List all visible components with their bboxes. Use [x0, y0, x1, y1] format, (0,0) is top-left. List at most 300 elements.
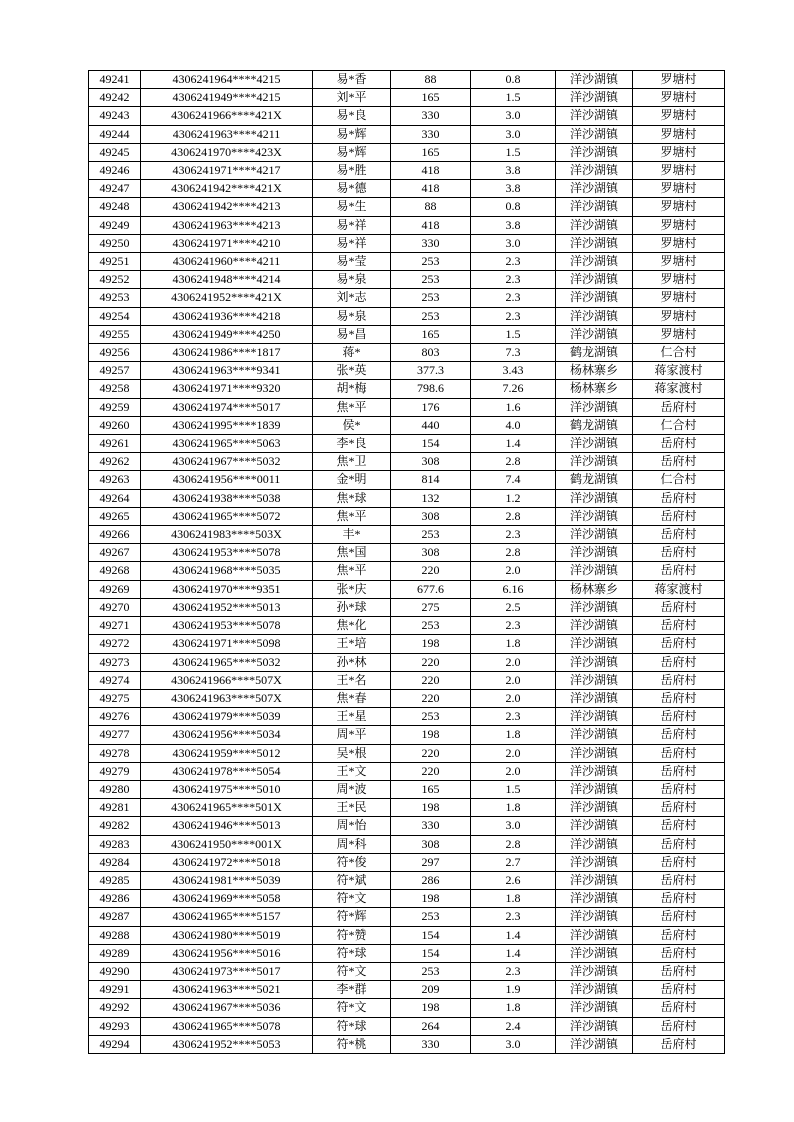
cell-id: 4306241971****4217 — [141, 162, 313, 180]
table-row — [89, 762, 725, 780]
cell-town: 杨林寨乡 — [556, 580, 633, 598]
cell-name: 张*庆 — [313, 580, 391, 598]
cell-area: 3.0 — [471, 125, 556, 143]
table-row — [89, 562, 725, 580]
cell-id: 4306241978****5054 — [141, 762, 313, 780]
cell-id: 4306241952****5013 — [141, 598, 313, 616]
cell-village: 岳府村 — [633, 453, 725, 471]
cell-seq: 49246 — [89, 162, 141, 180]
cell-id: 4306241972****5018 — [141, 853, 313, 871]
cell-village: 岳府村 — [633, 890, 725, 908]
cell-town: 洋沙湖镇 — [556, 435, 633, 453]
table-row — [89, 780, 725, 798]
table-row — [89, 908, 725, 926]
cell-seq: 49276 — [89, 708, 141, 726]
cell-seq: 49267 — [89, 544, 141, 562]
cell-name: 焦*国 — [313, 544, 391, 562]
cell-name: 焦*球 — [313, 489, 391, 507]
cell-id: 4306241967****5036 — [141, 999, 313, 1017]
cell-village: 罗塘村 — [633, 198, 725, 216]
cell-name: 王*民 — [313, 799, 391, 817]
cell-town: 洋沙湖镇 — [556, 307, 633, 325]
cell-id: 4306241953****5078 — [141, 617, 313, 635]
cell-seq: 49272 — [89, 635, 141, 653]
cell-seq: 49280 — [89, 780, 141, 798]
cell-amount: 198 — [391, 799, 471, 817]
cell-name: 焦*平 — [313, 398, 391, 416]
table-row — [89, 1017, 725, 1035]
cell-name: 易*辉 — [313, 143, 391, 161]
cell-id: 4306241973****5017 — [141, 962, 313, 980]
cell-area: 2.8 — [471, 835, 556, 853]
cell-name: 王*星 — [313, 708, 391, 726]
cell-town: 洋沙湖镇 — [556, 853, 633, 871]
cell-area: 2.3 — [471, 526, 556, 544]
cell-amount: 165 — [391, 325, 471, 343]
cell-area: 3.0 — [471, 234, 556, 252]
cell-town: 洋沙湖镇 — [556, 453, 633, 471]
cell-village: 岳府村 — [633, 489, 725, 507]
cell-town: 洋沙湖镇 — [556, 398, 633, 416]
cell-id: 4306241942****421X — [141, 180, 313, 198]
cell-area: 2.0 — [471, 653, 556, 671]
cell-town: 洋沙湖镇 — [556, 762, 633, 780]
cell-id: 4306241942****4213 — [141, 198, 313, 216]
cell-id: 4306241970****423X — [141, 143, 313, 161]
cell-area: 2.6 — [471, 871, 556, 889]
cell-village: 岳府村 — [633, 908, 725, 926]
cell-id: 4306241938****5038 — [141, 489, 313, 507]
cell-area: 3.8 — [471, 180, 556, 198]
cell-town: 鹤龙湖镇 — [556, 471, 633, 489]
cell-town: 洋沙湖镇 — [556, 234, 633, 252]
cell-name: 符*斌 — [313, 871, 391, 889]
cell-id: 4306241959****5012 — [141, 744, 313, 762]
cell-area: 2.3 — [471, 253, 556, 271]
cell-name: 易*祥 — [313, 234, 391, 252]
cell-amount: 253 — [391, 908, 471, 926]
table-row — [89, 253, 725, 271]
cell-area: 1.5 — [471, 325, 556, 343]
cell-town: 洋沙湖镇 — [556, 890, 633, 908]
cell-seq: 49248 — [89, 198, 141, 216]
cell-area: 2.3 — [471, 908, 556, 926]
cell-seq: 49264 — [89, 489, 141, 507]
table-row — [89, 289, 725, 307]
cell-name: 刘*志 — [313, 289, 391, 307]
cell-seq: 49252 — [89, 271, 141, 289]
cell-name: 符*赞 — [313, 926, 391, 944]
cell-town: 洋沙湖镇 — [556, 908, 633, 926]
cell-seq: 49285 — [89, 871, 141, 889]
cell-area: 1.8 — [471, 726, 556, 744]
cell-town: 洋沙湖镇 — [556, 708, 633, 726]
cell-area: 1.9 — [471, 981, 556, 999]
table-row — [89, 598, 725, 616]
table-row — [89, 653, 725, 671]
cell-name: 吴*根 — [313, 744, 391, 762]
cell-id: 4306241963****4211 — [141, 125, 313, 143]
cell-area: 2.8 — [471, 544, 556, 562]
cell-name: 蒋* — [313, 344, 391, 362]
cell-amount: 330 — [391, 817, 471, 835]
cell-village: 岳府村 — [633, 817, 725, 835]
cell-town: 鹤龙湖镇 — [556, 344, 633, 362]
cell-town: 洋沙湖镇 — [556, 635, 633, 653]
cell-area: 3.0 — [471, 107, 556, 125]
cell-village: 岳府村 — [633, 1017, 725, 1035]
cell-village: 岳府村 — [633, 562, 725, 580]
cell-amount: 253 — [391, 307, 471, 325]
cell-name: 易*良 — [313, 107, 391, 125]
cell-area: 6.16 — [471, 580, 556, 598]
cell-village: 罗塘村 — [633, 125, 725, 143]
cell-name: 张*英 — [313, 362, 391, 380]
cell-area: 4.0 — [471, 416, 556, 434]
cell-area: 3.8 — [471, 162, 556, 180]
cell-town: 杨林寨乡 — [556, 380, 633, 398]
cell-village: 罗塘村 — [633, 107, 725, 125]
cell-seq: 49262 — [89, 453, 141, 471]
cell-amount: 798.6 — [391, 380, 471, 398]
cell-village: 罗塘村 — [633, 71, 725, 89]
cell-id: 4306241965****5157 — [141, 908, 313, 926]
cell-id: 4306241975****5010 — [141, 780, 313, 798]
cell-village: 岳府村 — [633, 962, 725, 980]
cell-id: 4306241963****5021 — [141, 981, 313, 999]
cell-seq: 49277 — [89, 726, 141, 744]
cell-town: 洋沙湖镇 — [556, 744, 633, 762]
cell-id: 4306241971****9320 — [141, 380, 313, 398]
cell-seq: 49244 — [89, 125, 141, 143]
cell-name: 周*科 — [313, 835, 391, 853]
cell-id: 4306241983****503X — [141, 526, 313, 544]
cell-village: 仁合村 — [633, 471, 725, 489]
cell-area: 1.8 — [471, 890, 556, 908]
cell-town: 洋沙湖镇 — [556, 253, 633, 271]
table-row — [89, 744, 725, 762]
cell-area: 2.5 — [471, 598, 556, 616]
table-row — [89, 526, 725, 544]
cell-seq: 49279 — [89, 762, 141, 780]
cell-amount: 220 — [391, 762, 471, 780]
cell-amount: 814 — [391, 471, 471, 489]
cell-amount: 275 — [391, 598, 471, 616]
table-row — [89, 325, 725, 343]
table-row — [89, 726, 725, 744]
table-row — [89, 198, 725, 216]
cell-amount: 253 — [391, 289, 471, 307]
cell-town: 洋沙湖镇 — [556, 107, 633, 125]
table-row — [89, 708, 725, 726]
cell-town: 洋沙湖镇 — [556, 489, 633, 507]
cell-amount: 418 — [391, 162, 471, 180]
cell-id: 4306241963****4213 — [141, 216, 313, 234]
cell-village: 岳府村 — [633, 617, 725, 635]
cell-amount: 165 — [391, 143, 471, 161]
cell-seq: 49293 — [89, 1017, 141, 1035]
cell-town: 洋沙湖镇 — [556, 180, 633, 198]
cell-name: 周*波 — [313, 780, 391, 798]
cell-village: 岳府村 — [633, 744, 725, 762]
cell-town: 洋沙湖镇 — [556, 526, 633, 544]
cell-id: 4306241966****421X — [141, 107, 313, 125]
cell-seq: 49241 — [89, 71, 141, 89]
cell-amount: 377.3 — [391, 362, 471, 380]
cell-town: 洋沙湖镇 — [556, 617, 633, 635]
cell-seq: 49265 — [89, 507, 141, 525]
cell-village: 岳府村 — [633, 635, 725, 653]
cell-village: 岳府村 — [633, 708, 725, 726]
table-row — [89, 890, 725, 908]
cell-name: 易*祥 — [313, 216, 391, 234]
cell-name: 焦*平 — [313, 507, 391, 525]
cell-name: 王*培 — [313, 635, 391, 653]
cell-seq: 49270 — [89, 598, 141, 616]
cell-amount: 253 — [391, 617, 471, 635]
cell-area: 2.7 — [471, 853, 556, 871]
cell-id: 4306241965****5063 — [141, 435, 313, 453]
cell-town: 洋沙湖镇 — [556, 962, 633, 980]
cell-id: 4306241964****4215 — [141, 71, 313, 89]
cell-name: 符*辉 — [313, 908, 391, 926]
cell-village: 岳府村 — [633, 853, 725, 871]
cell-village: 罗塘村 — [633, 143, 725, 161]
cell-village: 岳府村 — [633, 598, 725, 616]
cell-amount: 286 — [391, 871, 471, 889]
cell-town: 洋沙湖镇 — [556, 871, 633, 889]
table-row — [89, 617, 725, 635]
cell-name: 易*德 — [313, 180, 391, 198]
cell-village: 罗塘村 — [633, 89, 725, 107]
cell-id: 4306241963****9341 — [141, 362, 313, 380]
cell-name: 符*俊 — [313, 853, 391, 871]
cell-amount: 440 — [391, 416, 471, 434]
cell-village: 岳府村 — [633, 653, 725, 671]
cell-area: 2.4 — [471, 1017, 556, 1035]
cell-seq: 49250 — [89, 234, 141, 252]
cell-seq: 49266 — [89, 526, 141, 544]
cell-name: 符*文 — [313, 890, 391, 908]
cell-town: 洋沙湖镇 — [556, 799, 633, 817]
cell-town: 洋沙湖镇 — [556, 981, 633, 999]
cell-seq: 49269 — [89, 580, 141, 598]
cell-area: 1.5 — [471, 780, 556, 798]
cell-seq: 49294 — [89, 1035, 141, 1053]
cell-area: 1.4 — [471, 944, 556, 962]
cell-area: 2.8 — [471, 507, 556, 525]
cell-area: 2.0 — [471, 562, 556, 580]
cell-village: 罗塘村 — [633, 253, 725, 271]
cell-id: 4306241968****5035 — [141, 562, 313, 580]
cell-name: 侯* — [313, 416, 391, 434]
cell-id: 4306241970****9351 — [141, 580, 313, 598]
table-row — [89, 544, 725, 562]
cell-area: 7.3 — [471, 344, 556, 362]
records-table-body — [89, 71, 725, 1054]
cell-seq: 49255 — [89, 325, 141, 343]
cell-seq: 49271 — [89, 617, 141, 635]
cell-amount: 220 — [391, 689, 471, 707]
cell-village: 岳府村 — [633, 526, 725, 544]
cell-town: 洋沙湖镇 — [556, 544, 633, 562]
cell-name: 焦*春 — [313, 689, 391, 707]
table-row — [89, 162, 725, 180]
table-row — [89, 799, 725, 817]
cell-name: 刘*平 — [313, 89, 391, 107]
cell-name: 胡*梅 — [313, 380, 391, 398]
cell-town: 洋沙湖镇 — [556, 780, 633, 798]
cell-amount: 308 — [391, 835, 471, 853]
cell-name: 孙*林 — [313, 653, 391, 671]
cell-town: 洋沙湖镇 — [556, 999, 633, 1017]
table-row — [89, 853, 725, 871]
cell-name: 金*明 — [313, 471, 391, 489]
cell-seq: 49247 — [89, 180, 141, 198]
cell-village: 罗塘村 — [633, 216, 725, 234]
cell-name: 丰* — [313, 526, 391, 544]
cell-id: 4306241971****5098 — [141, 635, 313, 653]
cell-town: 洋沙湖镇 — [556, 598, 633, 616]
cell-amount: 220 — [391, 562, 471, 580]
cell-town: 洋沙湖镇 — [556, 507, 633, 525]
table-row — [89, 362, 725, 380]
cell-seq: 49284 — [89, 853, 141, 871]
cell-area: 1.4 — [471, 926, 556, 944]
cell-name: 王*文 — [313, 762, 391, 780]
table-row — [89, 216, 725, 234]
cell-seq: 49243 — [89, 107, 141, 125]
cell-town: 洋沙湖镇 — [556, 817, 633, 835]
cell-name: 周*平 — [313, 726, 391, 744]
cell-name: 符*球 — [313, 1017, 391, 1035]
cell-amount: 220 — [391, 744, 471, 762]
table-row — [89, 635, 725, 653]
cell-seq: 49259 — [89, 398, 141, 416]
cell-amount: 88 — [391, 198, 471, 216]
cell-id: 4306241960****4211 — [141, 253, 313, 271]
cell-village: 罗塘村 — [633, 325, 725, 343]
cell-village: 仁合村 — [633, 416, 725, 434]
cell-area: 2.3 — [471, 307, 556, 325]
table-row — [89, 871, 725, 889]
cell-id: 4306241969****5058 — [141, 890, 313, 908]
cell-village: 罗塘村 — [633, 162, 725, 180]
cell-town: 洋沙湖镇 — [556, 926, 633, 944]
cell-id: 4306241981****5039 — [141, 871, 313, 889]
cell-amount: 154 — [391, 435, 471, 453]
table-row — [89, 143, 725, 161]
cell-name: 易*莹 — [313, 253, 391, 271]
cell-name: 易*生 — [313, 198, 391, 216]
cell-seq: 49275 — [89, 689, 141, 707]
cell-village: 岳府村 — [633, 726, 725, 744]
cell-amount: 803 — [391, 344, 471, 362]
table-row — [89, 689, 725, 707]
cell-village: 岳府村 — [633, 689, 725, 707]
cell-area: 2.3 — [471, 962, 556, 980]
cell-id: 4306241948****4214 — [141, 271, 313, 289]
cell-seq: 49283 — [89, 835, 141, 853]
cell-town: 洋沙湖镇 — [556, 325, 633, 343]
cell-area: 1.8 — [471, 799, 556, 817]
cell-id: 4306241971****4210 — [141, 234, 313, 252]
cell-town: 洋沙湖镇 — [556, 562, 633, 580]
cell-amount: 220 — [391, 671, 471, 689]
cell-village: 蒋家渡村 — [633, 380, 725, 398]
table-row — [89, 416, 725, 434]
cell-name: 孙*球 — [313, 598, 391, 616]
table-row — [89, 981, 725, 999]
cell-town: 洋沙湖镇 — [556, 1035, 633, 1053]
cell-seq: 49288 — [89, 926, 141, 944]
cell-name: 易*香 — [313, 71, 391, 89]
cell-seq: 49249 — [89, 216, 141, 234]
table-row — [89, 107, 725, 125]
cell-town: 洋沙湖镇 — [556, 726, 633, 744]
cell-town: 洋沙湖镇 — [556, 835, 633, 853]
cell-id: 4306241967****5032 — [141, 453, 313, 471]
cell-name: 易*泉 — [313, 271, 391, 289]
cell-town: 洋沙湖镇 — [556, 216, 633, 234]
cell-area: 7.4 — [471, 471, 556, 489]
cell-id: 4306241950****001X — [141, 835, 313, 853]
cell-village: 岳府村 — [633, 981, 725, 999]
cell-area: 2.3 — [471, 271, 556, 289]
table-row — [89, 344, 725, 362]
table-row — [89, 180, 725, 198]
table-row — [89, 453, 725, 471]
cell-village: 罗塘村 — [633, 234, 725, 252]
cell-id: 4306241953****5078 — [141, 544, 313, 562]
cell-name: 符*文 — [313, 962, 391, 980]
cell-id: 4306241956****5016 — [141, 944, 313, 962]
cell-amount: 308 — [391, 507, 471, 525]
cell-seq: 49289 — [89, 944, 141, 962]
cell-amount: 330 — [391, 234, 471, 252]
cell-village: 岳府村 — [633, 762, 725, 780]
cell-seq: 49281 — [89, 799, 141, 817]
cell-area: 1.4 — [471, 435, 556, 453]
cell-id: 4306241949****4215 — [141, 89, 313, 107]
cell-seq: 49273 — [89, 653, 141, 671]
cell-seq: 49258 — [89, 380, 141, 398]
cell-town: 洋沙湖镇 — [556, 944, 633, 962]
records-table — [88, 70, 725, 1054]
cell-town: 洋沙湖镇 — [556, 162, 633, 180]
cell-seq: 49282 — [89, 817, 141, 835]
cell-town: 洋沙湖镇 — [556, 198, 633, 216]
cell-area: 3.8 — [471, 216, 556, 234]
cell-village: 岳府村 — [633, 435, 725, 453]
table-row — [89, 671, 725, 689]
cell-name: 符*球 — [313, 944, 391, 962]
cell-town: 洋沙湖镇 — [556, 71, 633, 89]
cell-id: 4306241936****4218 — [141, 307, 313, 325]
cell-id: 4306241965****5078 — [141, 1017, 313, 1035]
cell-area: 3.0 — [471, 817, 556, 835]
table-row — [89, 817, 725, 835]
cell-amount: 88 — [391, 71, 471, 89]
table-row — [89, 435, 725, 453]
table-row — [89, 835, 725, 853]
cell-name: 焦*化 — [313, 617, 391, 635]
cell-area: 3.0 — [471, 1035, 556, 1053]
cell-id: 4306241995****1839 — [141, 416, 313, 434]
table-row — [89, 507, 725, 525]
table-row — [89, 489, 725, 507]
cell-amount: 253 — [391, 526, 471, 544]
